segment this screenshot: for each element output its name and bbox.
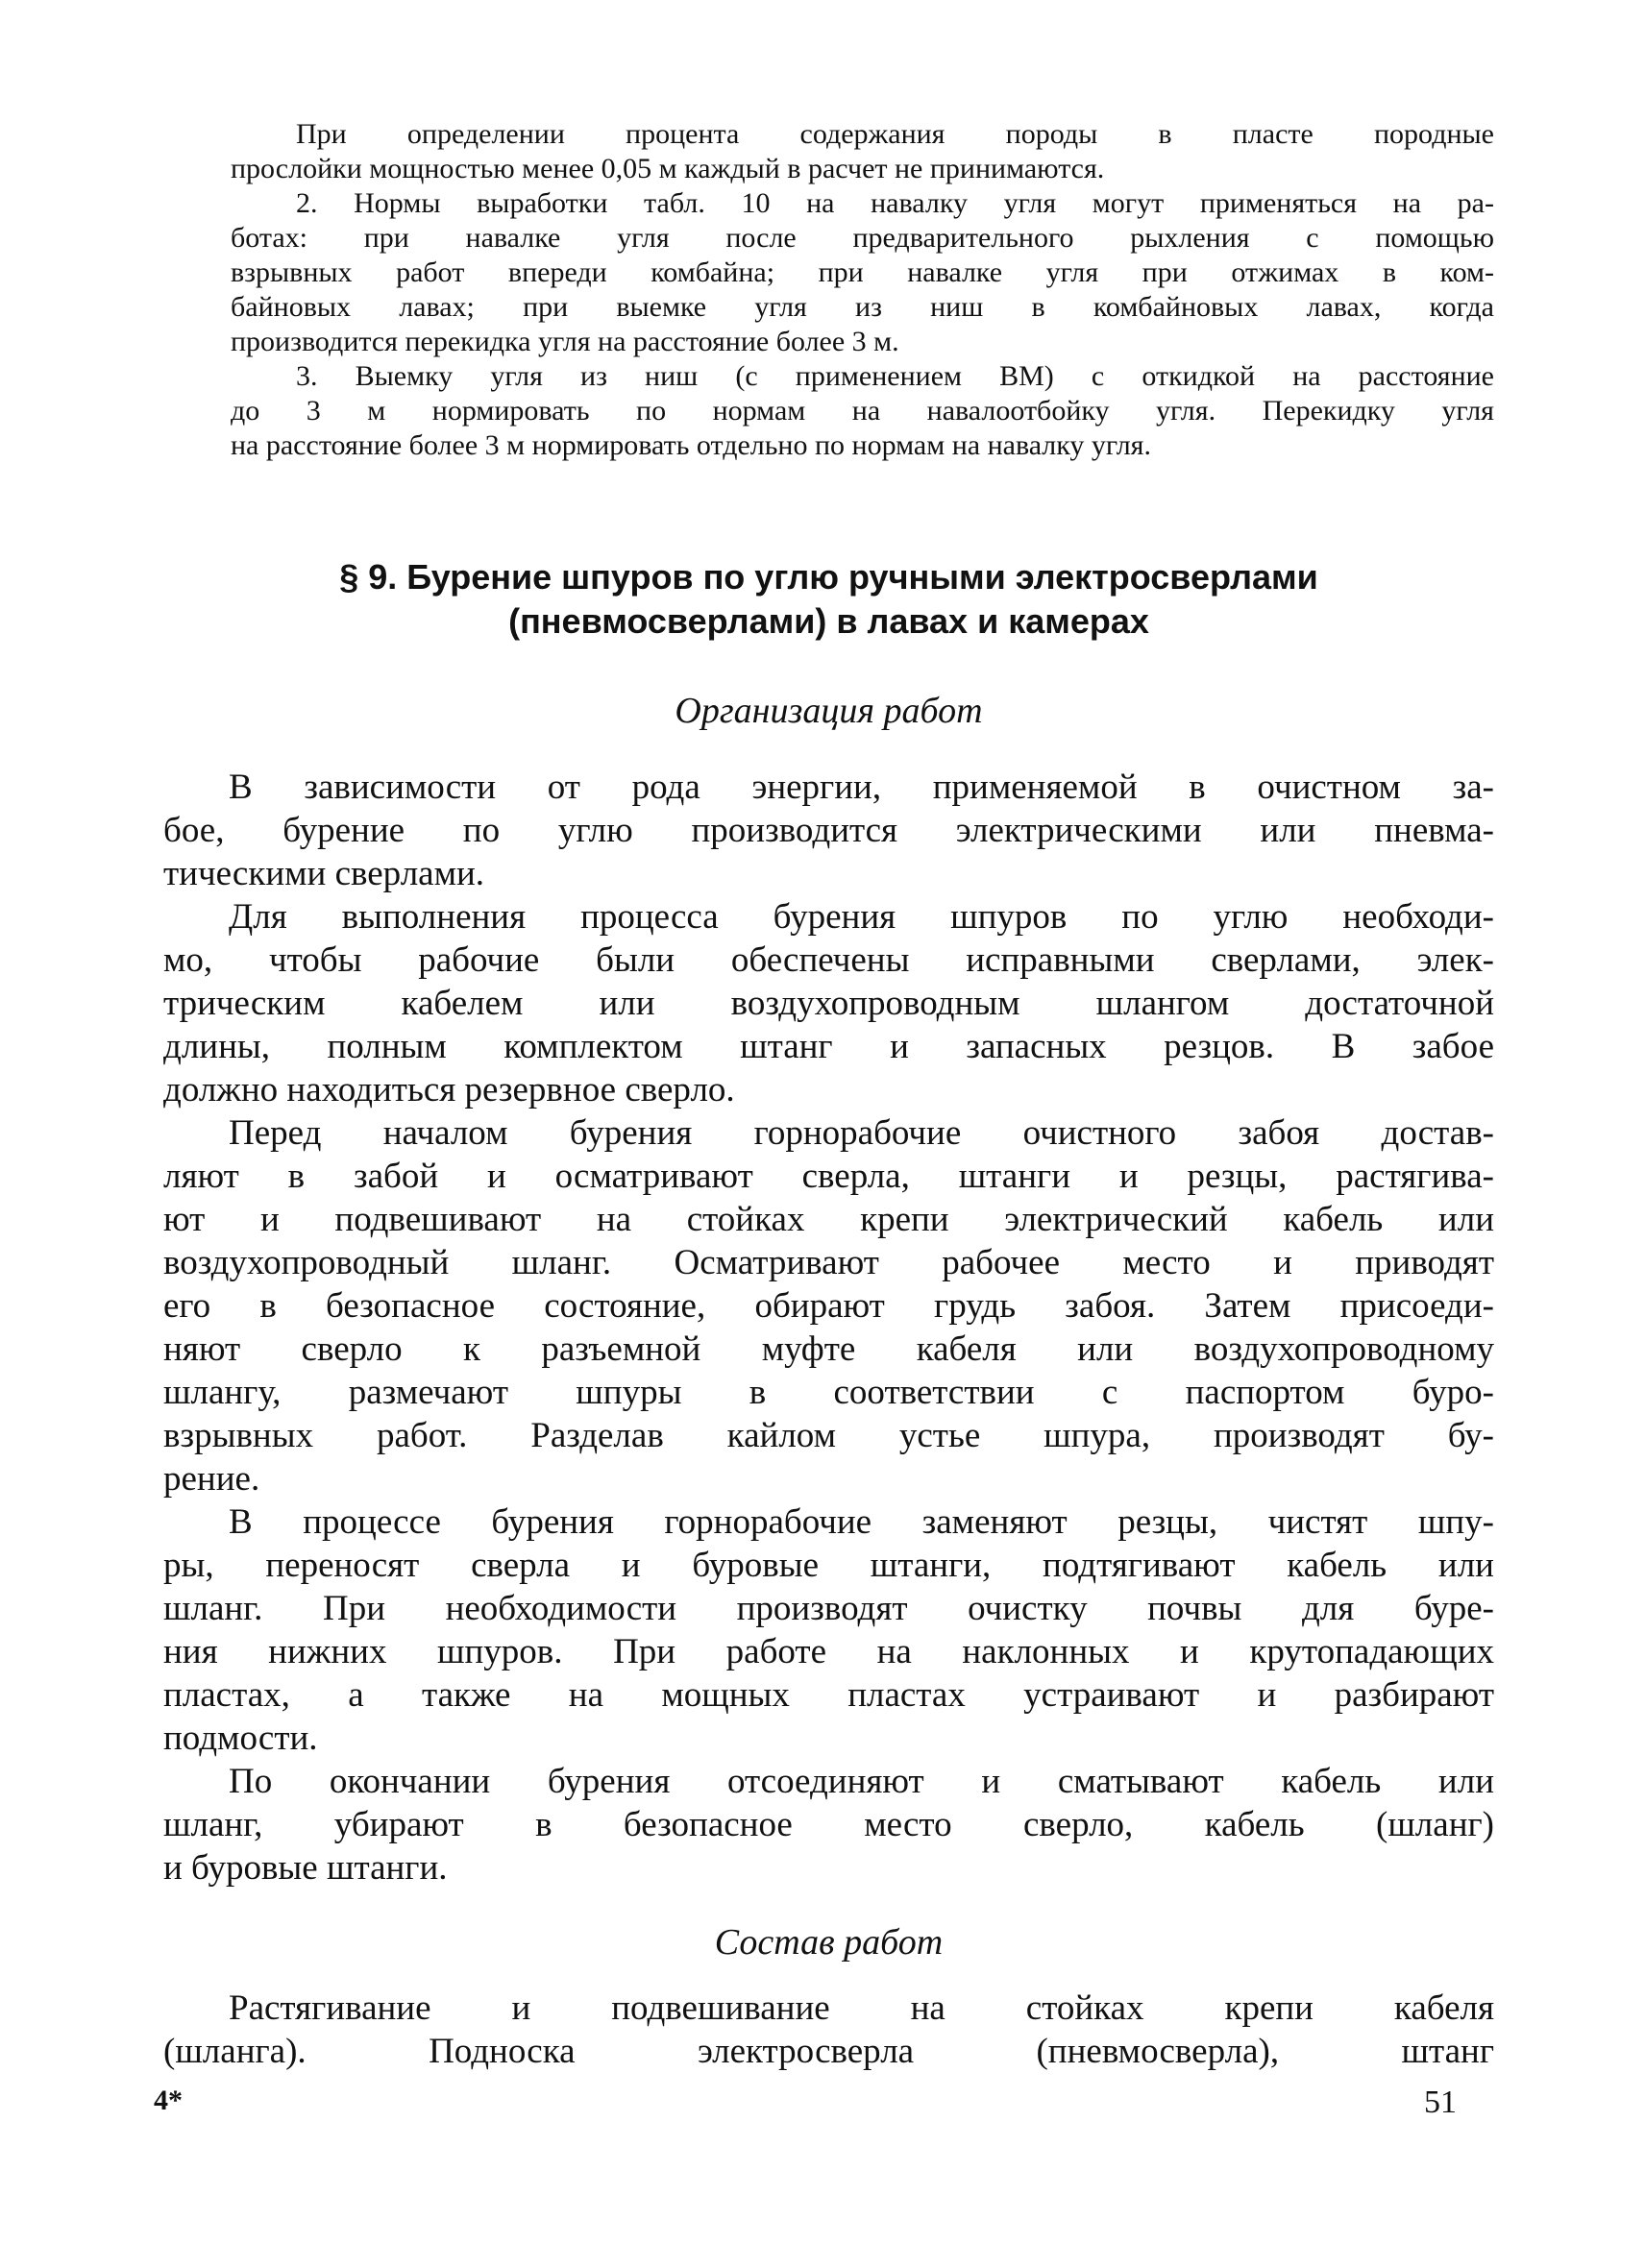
section-title-line-2: (пневмосверлами) в лавах и камерах xyxy=(508,601,1149,641)
section-title-line-1: § 9. Бурение шпуров по углю ручными электросверлами xyxy=(339,557,1318,597)
text-line: рение. xyxy=(163,1459,260,1499)
text-line: производится перекидка угля на расстояние более 3 м. xyxy=(231,326,899,357)
text-line: ры, переносят сверла и буровые штанги, подтягивают кабель или xyxy=(163,1546,1494,1585)
text-line: трическим кабелем или воздухопроводным шлангом достаточной xyxy=(163,984,1494,1023)
paragraph xyxy=(231,186,1494,359)
signature-mark: 4* xyxy=(154,2085,183,2116)
text-line: и буровые штанги. xyxy=(163,1848,448,1888)
text-line: 2. Нормы выработки табл. 10 на навалку угля могут применяться на ра- xyxy=(296,187,1494,219)
text-line: бое, бурение по углю производится электрическими или пневма- xyxy=(163,811,1494,850)
paragraph xyxy=(231,359,1494,463)
text-line: длины, полным комплектом штанг и запасных резцов. В забое xyxy=(163,1027,1494,1066)
text-line: тическими сверлами. xyxy=(163,854,485,893)
text-line: шланг. При необходимости производят очистку почвы для буре- xyxy=(163,1589,1494,1628)
text-line: В зависимости от рода энергии, применяемой в очистном за- xyxy=(229,768,1494,807)
paragraph xyxy=(163,895,1494,1111)
text-line: ляют в забой и осматривают сверла, штанги и резцы, растягива- xyxy=(163,1157,1494,1196)
text-line: ботах: при навалке угля после предварительного рыхления с помощью xyxy=(231,222,1494,254)
text-line: ния нижних шпуров. При работе на наклонных и крутопадающих xyxy=(163,1632,1494,1671)
organization-heading: Организация работ xyxy=(675,691,983,731)
text-line: прослойки мощностью менее 0,05 м каждый в расчет не принимаются. xyxy=(231,153,1105,184)
text-line: взрывных работ. Разделав кайлом устье шпура, производят бу- xyxy=(163,1416,1494,1455)
text-line: 3. Выемку угля из ниш (с применением ВМ) с откидкой на расстояние xyxy=(296,360,1494,392)
text-line: ют и подвешивают на стойках крепи электрический кабель или xyxy=(163,1200,1494,1239)
text-line: байновых лавах; при выемке угля из ниш в комбайновых лавах, когда xyxy=(231,291,1494,323)
text-line: взрывных работ впереди комбайна; при навалке угля при отжимах в ком- xyxy=(231,256,1494,288)
text-line: подмости. xyxy=(163,1719,318,1758)
text-line: Перед началом бурения горнорабочие очистного забоя достав- xyxy=(229,1113,1494,1153)
text-line: пластах, а также на мощных пластах устраивают и разбирают xyxy=(163,1675,1494,1715)
text-line: шлангу, размечают шпуры в соответствии с паспортом буро- xyxy=(163,1373,1494,1412)
text-line: до 3 м нормировать по нормам на навалоотбойку угля. Перекидку угля xyxy=(231,395,1494,427)
paragraph xyxy=(163,766,1494,895)
text-line: на расстояние более 3 м нормировать отдельно по нормам на навалку угля. xyxy=(231,429,1151,461)
text-line: его в безопасное состояние, обирают грудь забоя. Затем присоеди- xyxy=(163,1286,1494,1326)
paragraph xyxy=(163,1500,1494,1760)
text-line: шланг, убирают в безопасное место сверло, кабель (шланг) xyxy=(163,1805,1494,1844)
paragraph xyxy=(163,1111,1494,1500)
text-line: воздухопроводный шланг. Осматривают рабочее место и приводят xyxy=(163,1243,1494,1282)
notes-block xyxy=(231,117,1494,463)
text-line: должно находиться резервное сверло. xyxy=(163,1070,735,1110)
composition-heading: Состав работ xyxy=(714,1922,944,1963)
page-number: 51 xyxy=(1424,2085,1457,2120)
organization-body xyxy=(163,766,1494,1890)
paragraph xyxy=(163,1760,1494,1890)
text-line: няют сверло к разъемной муфте кабеля или воздухопроводному xyxy=(163,1329,1494,1369)
section-title xyxy=(163,555,1494,644)
text-line: Для выполнения процесса бурения шпуров по углю необходи- xyxy=(229,897,1494,937)
text-line: мо, чтобы рабочие были обеспечены исправными сверлами, элек- xyxy=(163,940,1494,980)
paragraph xyxy=(163,1987,1494,2073)
text-line: По окончании бурения отсоединяют и сматывают кабель или xyxy=(229,1762,1494,1801)
text-line: В процессе бурения горнорабочие заменяют резцы, чистят шпу- xyxy=(229,1502,1494,1542)
text-line: Растягивание и подвешивание на стойках крепи кабеля xyxy=(229,1988,1494,2028)
composition-body xyxy=(163,1987,1494,2073)
text-line: При определении процента содержания породы в пласте породные xyxy=(296,118,1494,150)
text-line: (шланга). Подноска электросверла (пневмосверла), штанг xyxy=(163,2032,1494,2071)
paragraph xyxy=(231,117,1494,186)
